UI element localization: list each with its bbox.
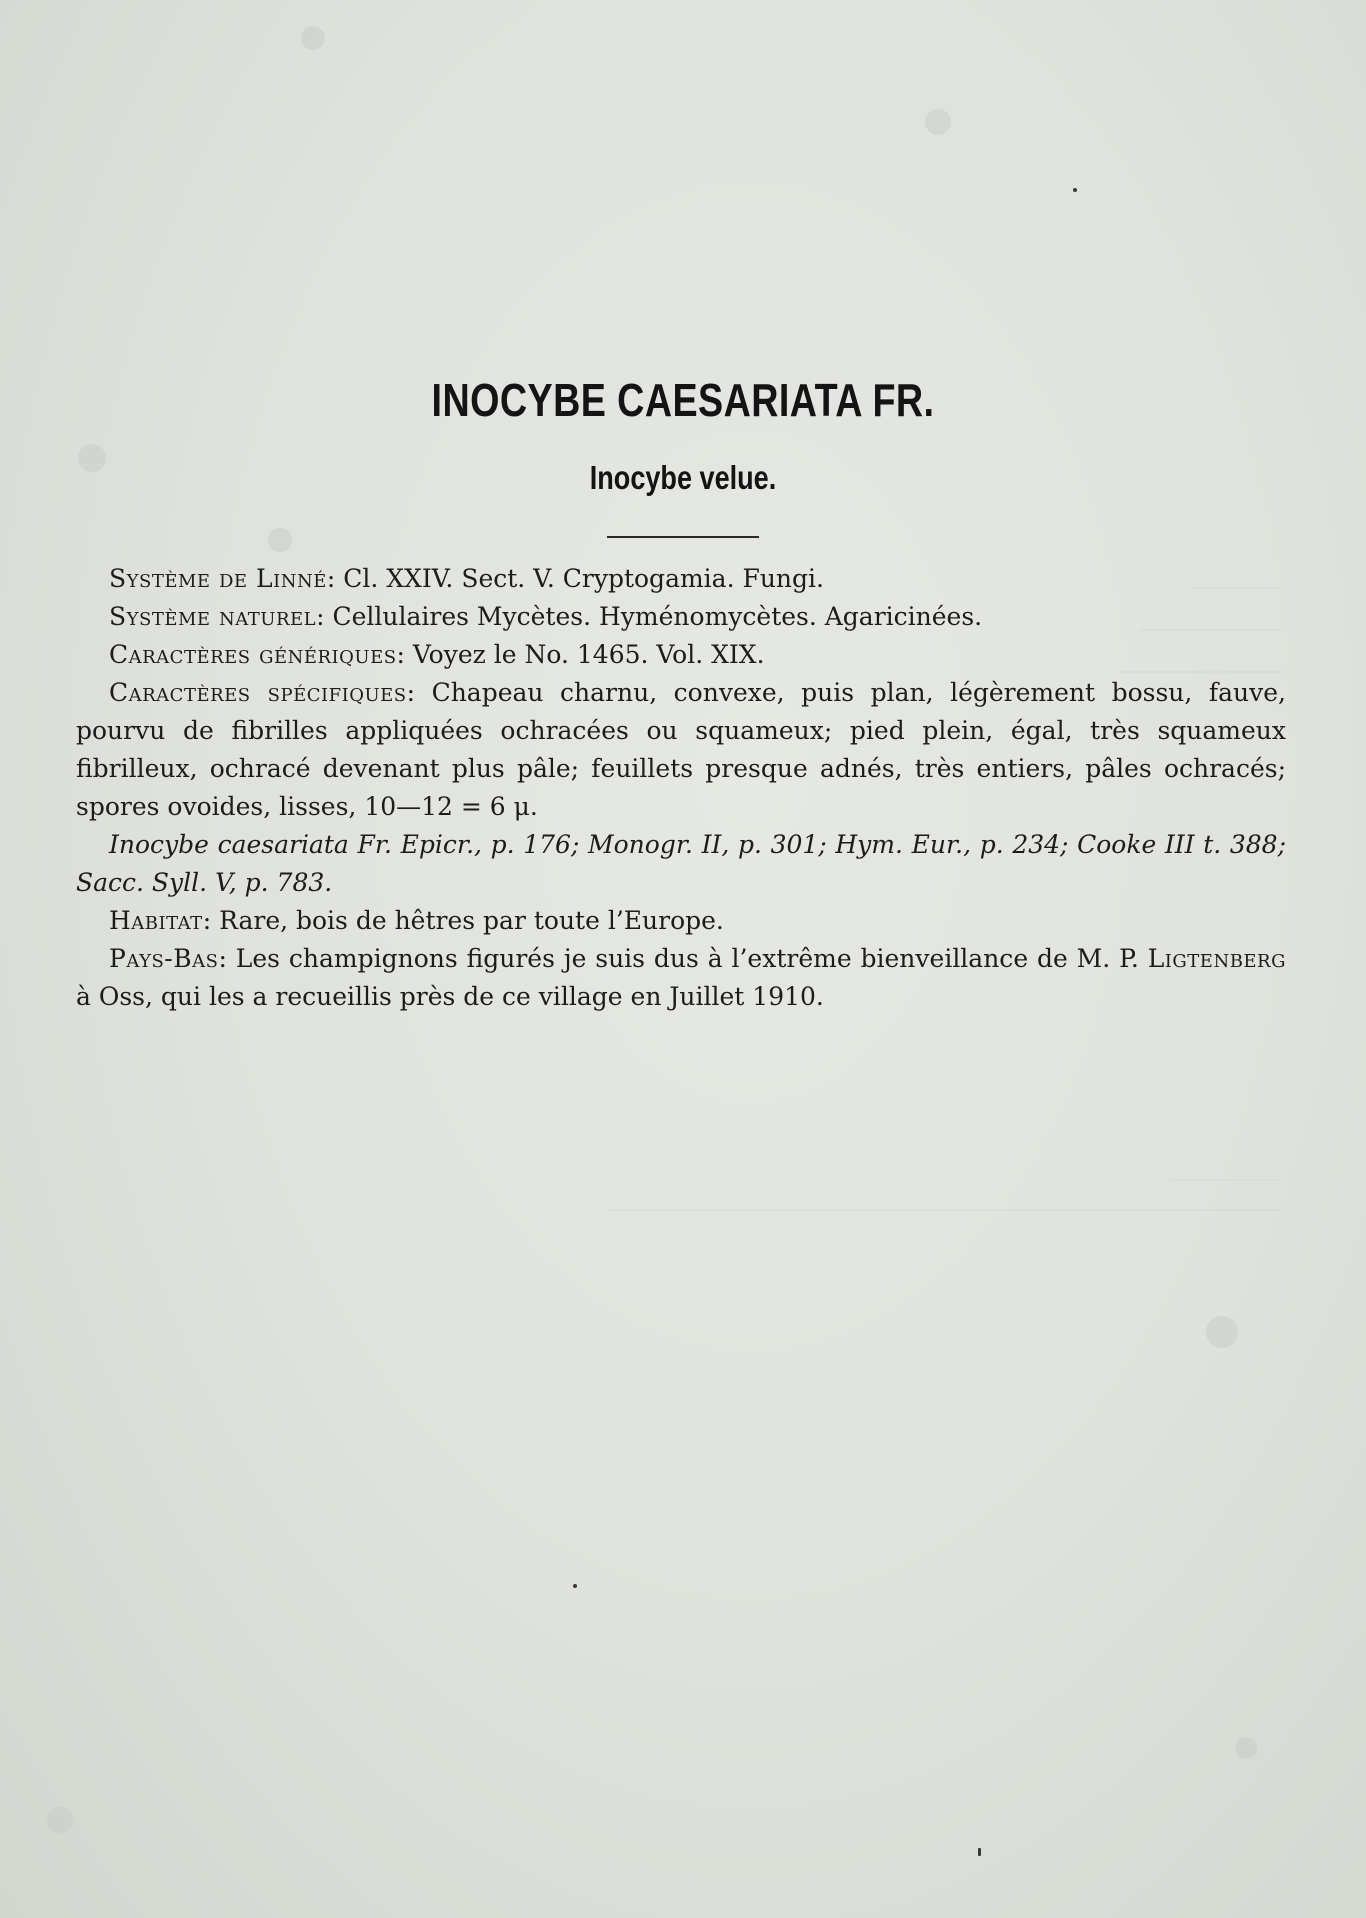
ink-speck <box>978 1848 981 1856</box>
entry-text: Chapeau charnu, convexe, puis plan, légèrement bossu, fauve, pourvu de fibrilles appliquées ochracées ou squameux; pied plein, égal, très squameux fibrilleux, ochracé devenant plus pâle; feuillets presque adnés, très entiers, pâles ochracés; spores ovoides, lisses, 10—12 = 6 μ. <box>76 678 1286 821</box>
entry-specifiques: Caractères spécifiques: Chapeau charnu, convexe, puis plan, légèrement bossu, fauve, pourvu de fibrilles appliquées ochracées ou squameux; pied plein, égal, très squameux fibrilleux, ochracé devenant plus pâle; feuillets presque adnés, très entiers, pâles ochracés; spores ovoides, lisses, 10—12 = 6 μ. <box>76 678 1286 821</box>
entry-text: Rare, bois de hêtres par toute l’Europe. <box>219 906 724 935</box>
entry-naturel: Système naturel: Cellulaires Mycètes. Hyménomycètes. Agaricinées. <box>109 602 983 631</box>
ink-speck <box>1073 188 1077 192</box>
ink-speck <box>573 1584 577 1588</box>
entry-label: Système naturel <box>109 602 317 631</box>
entry-label: Caractères spécifiques <box>109 678 407 707</box>
entry-references <box>76 826 1286 902</box>
title-rule <box>607 536 759 538</box>
entry-label: Caractères génériques <box>109 640 397 669</box>
entry-label: Pays-Bas <box>109 944 219 973</box>
entry-label: Habitat <box>109 906 203 935</box>
entry-label: Système de Linné <box>109 564 327 593</box>
entry-paysbas: Pays-Bas: Les champignons figurés je suis dus à l’extrême bienveillance de M. P. Ligtenberg à Oss, qui les a recueillis près de ce village en Juillet 1910. <box>76 944 1286 1011</box>
entry-text: à Oss, qui les a recueillis près de ce village en Juillet 1910. <box>76 982 824 1011</box>
entry-habitat: Habitat: Rare, bois de hêtres par toute l’Europe. <box>109 906 724 935</box>
entry-text: Les champignons figurés je suis dus à l’extrême bienveillance de M. P. <box>235 944 1139 973</box>
person-name: Ligtenberg <box>1147 944 1286 973</box>
body-text <box>76 560 1286 1016</box>
entry-text: Voyez le No. 1465. Vol. XIX. <box>412 640 765 669</box>
entry-generiques: Caractères génériques: Voyez le No. 1465. Vol. XIX. <box>109 640 765 669</box>
title-block <box>0 370 1366 538</box>
page-subtitle: Inocybe velue. <box>589 459 777 496</box>
entry-text: Cellulaires Mycètes. Hyménomycètes. Agaricinées. <box>332 602 983 631</box>
entry-text: Cl. XXIV. Sect. V. Cryptogamia. Fungi. <box>343 564 824 593</box>
entry-linne: Système de Linné: Cl. XXIV. Sect. V. Cryptogamia. Fungi. <box>109 564 824 593</box>
page-title: INOCYBE CAESARIATA FR. <box>431 374 935 426</box>
entry-text: Inocybe caesariata Fr. Epicr., p. 176; Monogr. II, p. 301; Hym. Eur., p. 234; Cooke III t. 388; Sacc. Syll. V, p. 783. <box>76 830 1286 897</box>
